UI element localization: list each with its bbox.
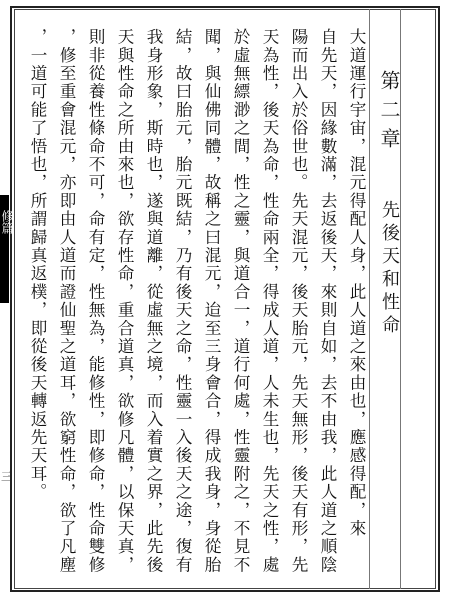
margin-section-label: 修篇	[0, 210, 14, 234]
text-line: 則非從養性條命不可，命有定，性無為，能修性，即修命，性命雙修	[86, 28, 105, 574]
chapter-heading: 第二章	[377, 70, 401, 157]
text-line: 結，故曰胎元，胎元既結，乃有後天之命，性靈一入後天之途，復有	[173, 28, 192, 574]
text-line: 我身形象，斯時也，遂與道離，從虛無之境，而入着實之界，此先後	[144, 28, 163, 574]
chapter-title: 先後天和性命	[379, 200, 400, 338]
text-line: ，一道可能了悟也，所謂歸真返樸，即從後天轉返先天耳。	[28, 28, 47, 502]
text-line: ，修至重會混元，亦即由人道而證仙聖之道耳，欲窮性命，欲了凡塵	[57, 28, 76, 574]
text-line: 大道運行宇宙，混元得配人身，此人道之來由也，應感得配，來	[347, 28, 366, 538]
page-number: 三	[1, 470, 12, 483]
column-rule	[369, 9, 370, 589]
text-line: 天為性，後天為命，性命兩全，得成人道，人未生也，先天之性，處	[260, 28, 279, 574]
text-line: 陽而出入於俗世也。先天混元，後天胎元，先天無形，後天有形，先	[289, 28, 308, 574]
text-line: 天與性命之所由來也，欲存性命，重合道真，欲修凡體，以保天真，	[115, 28, 134, 574]
text-line: 自先天，因緣數滿，去返後天，來則自如，去不由我，此人道之順陰	[318, 28, 337, 574]
text-line: 於虛無縹渺之間，性之靈，與道合一，道行何處，性靈附之，不見不	[231, 28, 250, 574]
text-line: 聞，與仙佛同體，故稱之曰混元，迨至三身會合，得成我身，身從胎	[202, 28, 221, 574]
